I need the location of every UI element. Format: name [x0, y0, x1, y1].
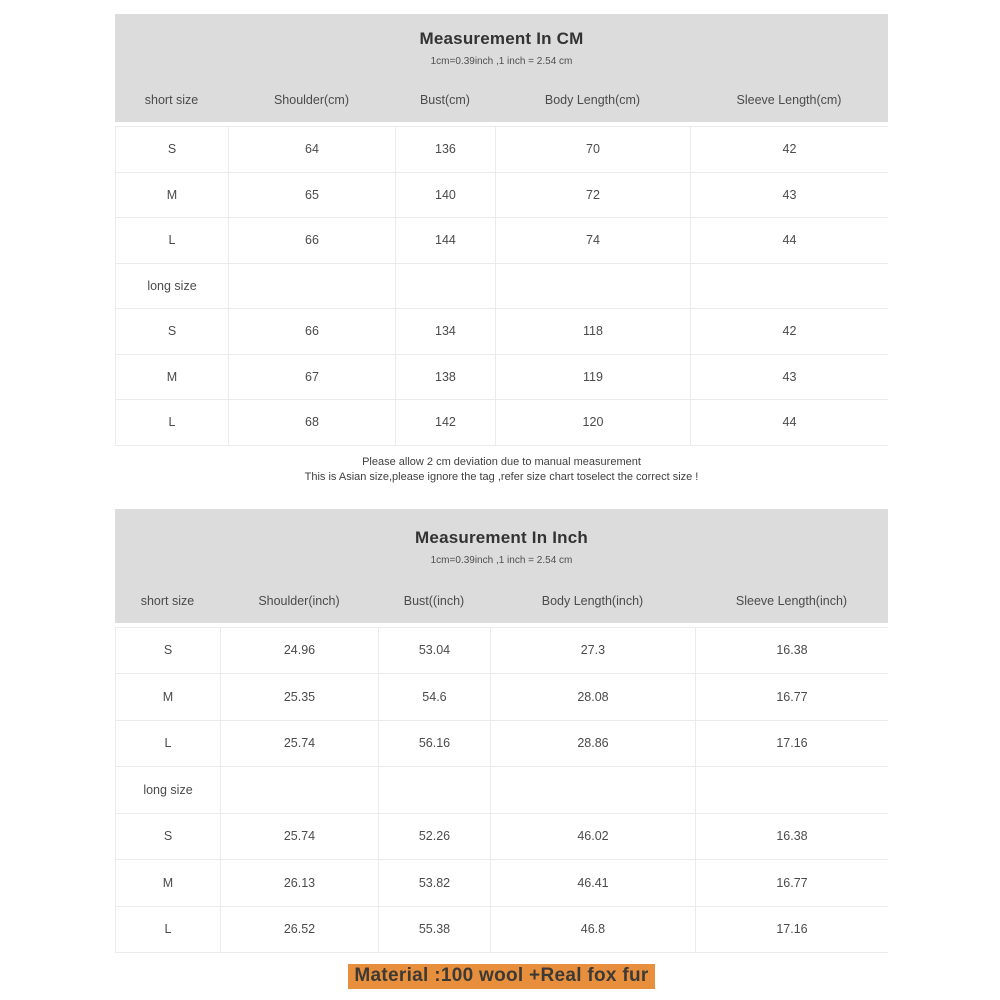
measurement-cell: 25.35	[220, 674, 378, 720]
measurement-cell: 17.16	[695, 721, 888, 767]
measurement-cell: 16.77	[695, 674, 888, 720]
table-row	[115, 127, 888, 173]
measurement-cell	[490, 767, 695, 813]
measurement-cell: 16.77	[695, 860, 888, 906]
size-chart-content	[115, 14, 888, 989]
table-header-cm	[115, 14, 888, 122]
column-header-row	[115, 93, 888, 122]
table-title: Measurement In CM	[419, 29, 584, 48]
table-header-inch	[115, 509, 888, 623]
measurement-cell: 24.96	[220, 628, 378, 674]
table-row	[115, 355, 888, 401]
measurement-cell: 17.16	[695, 907, 888, 953]
measurement-cell	[395, 264, 495, 309]
measurement-cell: 136	[395, 127, 495, 172]
measurement-cell: 25.74	[220, 721, 378, 767]
note-line: Please allow 2 cm deviation due to manual measurement	[362, 455, 641, 468]
measurement-cell: 16.38	[695, 814, 888, 860]
measurement-table-cm	[115, 14, 888, 485]
column-header: Sleeve Length(inch)	[735, 593, 848, 608]
measurement-cell	[378, 767, 490, 813]
measurement-cell: 42	[690, 309, 888, 354]
measurement-cell: 28.08	[490, 674, 695, 720]
column-header: Body Length(inch)	[541, 593, 644, 608]
measurement-cell: 56.16	[378, 721, 490, 767]
size-cell: S	[115, 628, 220, 674]
table-row	[115, 173, 888, 219]
material-highlight: Material :100 wool +Real fox fur	[348, 964, 654, 989]
size-cell: S	[115, 814, 220, 860]
size-cell: L	[115, 218, 228, 263]
measurement-cell: 120	[495, 400, 690, 445]
measurement-cell: 67	[228, 355, 395, 400]
measurement-cell	[695, 767, 888, 813]
table-row	[115, 721, 888, 768]
measurement-cell: 43	[690, 173, 888, 218]
measurement-cell	[495, 264, 690, 309]
measurement-cell: 53.04	[378, 628, 490, 674]
measurement-table-inch	[115, 509, 888, 954]
size-cell: L	[115, 721, 220, 767]
column-header: Shoulder(cm)	[273, 93, 349, 107]
table-row	[115, 814, 888, 861]
measurement-cell: 68	[228, 400, 395, 445]
table-body	[115, 126, 888, 446]
measurement-cell: 134	[395, 309, 495, 354]
measurement-cell	[690, 264, 888, 309]
measurement-cell	[228, 264, 395, 309]
size-cell: L	[115, 907, 220, 953]
measurement-cell: 44	[690, 218, 888, 263]
table-subtitle: 1cm=0.39inch ,1 inch = 2.54 cm	[430, 554, 573, 566]
measurement-cell: 119	[495, 355, 690, 400]
column-header: Bust((inch)	[403, 593, 465, 608]
material-footer	[115, 964, 888, 989]
size-cell: M	[115, 355, 228, 400]
column-header: Bust(cm)	[419, 93, 470, 107]
size-cell: M	[115, 674, 220, 720]
size-cell: long size	[115, 767, 220, 813]
measurement-cell: 44	[690, 400, 888, 445]
measurement-cell: 27.3	[490, 628, 695, 674]
table-body	[115, 627, 888, 954]
measurement-cell: 138	[395, 355, 495, 400]
measurement-cell: 64	[228, 127, 395, 172]
column-header-row	[115, 594, 888, 623]
table-subtitle: 1cm=0.39inch ,1 inch = 2.54 cm	[430, 56, 573, 67]
measurement-cell	[220, 767, 378, 813]
measurement-cell: 65	[228, 173, 395, 218]
table-row	[115, 400, 888, 446]
measurement-cell: 42	[690, 127, 888, 172]
measurement-cell: 74	[495, 218, 690, 263]
table-row	[115, 264, 888, 310]
measurement-cell: 142	[395, 400, 495, 445]
measurement-cell: 54.6	[378, 674, 490, 720]
measurement-cell: 46.8	[490, 907, 695, 953]
measurement-cell: 25.74	[220, 814, 378, 860]
column-header: Sleeve Length(cm)	[736, 93, 842, 107]
table-row	[115, 309, 888, 355]
table-row	[115, 674, 888, 721]
measurement-cell: 46.02	[490, 814, 695, 860]
measurement-cell: 55.38	[378, 907, 490, 953]
column-header: short size	[140, 593, 195, 608]
size-cell: L	[115, 400, 228, 445]
table-row	[115, 767, 888, 814]
measurement-cell: 72	[495, 173, 690, 218]
measurement-cell: 46.41	[490, 860, 695, 906]
measurement-cell: 28.86	[490, 721, 695, 767]
measurement-cell: 26.52	[220, 907, 378, 953]
size-cell: M	[115, 860, 220, 906]
measurement-cell: 16.38	[695, 628, 888, 674]
table-row	[115, 218, 888, 264]
measurement-cell: 52.26	[378, 814, 490, 860]
measurement-cell: 26.13	[220, 860, 378, 906]
measurement-cell: 118	[495, 309, 690, 354]
size-cell: S	[115, 309, 228, 354]
column-header: short size	[144, 93, 199, 107]
measurement-cell: 66	[228, 218, 395, 263]
table-title: Measurement In Inch	[415, 527, 588, 547]
measurement-cell: 140	[395, 173, 495, 218]
table-row	[115, 860, 888, 907]
measurement-cell: 66	[228, 309, 395, 354]
measurement-cell: 43	[690, 355, 888, 400]
size-cell: M	[115, 173, 228, 218]
measurement-cell: 70	[495, 127, 690, 172]
table-row	[115, 907, 888, 954]
column-header: Shoulder(inch)	[258, 593, 340, 608]
column-header: Body Length(cm)	[544, 93, 641, 107]
table-row	[115, 628, 888, 675]
size-cell: S	[115, 127, 228, 172]
table-notes	[115, 455, 888, 485]
measurement-cell: 144	[395, 218, 495, 263]
size-cell: long size	[115, 264, 228, 309]
note-line: This is Asian size,please ignore the tag ,refer size chart toselect the correct size !	[304, 470, 699, 483]
measurement-cell: 53.82	[378, 860, 490, 906]
